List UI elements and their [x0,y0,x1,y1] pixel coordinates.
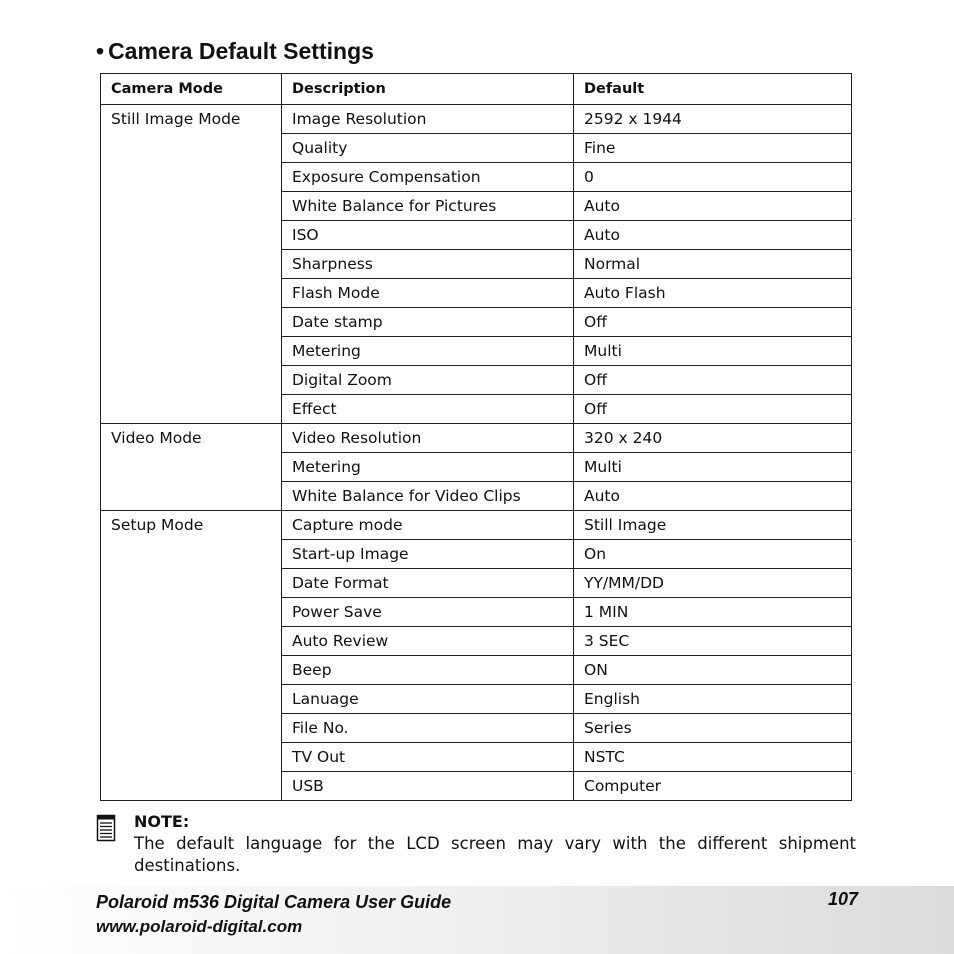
header-default: Default [574,74,852,105]
page-title [96,38,374,65]
default-value-cell: Off [574,395,852,424]
description-cell: White Balance for Pictures [282,192,574,221]
default-value-cell: Computer [574,772,852,801]
default-value-cell: 3 SEC [574,627,852,656]
footer-title: Polaroid m536 Digital Camera User Guide [96,892,452,912]
table-row [101,105,852,134]
description-cell: Capture mode [282,511,574,540]
description-cell: Beep [282,656,574,685]
default-value-cell: Multi [574,337,852,366]
note-label: NOTE: [134,812,190,831]
camera-mode-cell: Setup Mode [101,511,282,801]
description-cell: Digital Zoom [282,366,574,395]
description-cell: Metering [282,453,574,482]
description-cell: Start-up Image [282,540,574,569]
default-value-cell: Auto [574,221,852,250]
description-cell: Video Resolution [282,424,574,453]
default-value-cell: English [574,685,852,714]
camera-mode-cell: Video Mode [101,424,282,511]
default-settings-table [100,73,852,801]
description-cell: Exposure Compensation [282,163,574,192]
default-value-cell: Off [574,308,852,337]
default-value-cell: Fine [574,134,852,163]
description-cell: Sharpness [282,250,574,279]
footer-url: www.polaroid-digital.com [96,917,303,936]
table-row [101,511,852,540]
description-cell: Effect [282,395,574,424]
page-number: 107 [827,889,858,909]
default-value-cell: Auto [574,482,852,511]
description-cell: File No. [282,714,574,743]
page-footer [0,886,954,954]
default-value-cell: NSTC [574,743,852,772]
description-cell: Lanuage [282,685,574,714]
description-cell: White Balance for Video Clips [282,482,574,511]
description-cell: Power Save [282,598,574,627]
note-text: The default language for the LCD screen may vary with the different shipment destinations. [134,834,856,875]
default-value-cell: Multi [574,453,852,482]
description-cell: TV Out [282,743,574,772]
default-value-cell: Auto [574,192,852,221]
default-value-cell: Still Image [574,511,852,540]
page-title-text: Camera Default Settings [108,38,374,64]
description-cell: Image Resolution [282,105,574,134]
title-bullet: • [96,38,105,64]
default-value-cell: Normal [574,250,852,279]
description-cell: Quality [282,134,574,163]
description-cell: USB [282,772,574,801]
default-value-cell: 1 MIN [574,598,852,627]
default-value-cell: Series [574,714,852,743]
description-cell: Flash Mode [282,279,574,308]
description-cell: Date stamp [282,308,574,337]
default-value-cell: ON [574,656,852,685]
description-cell: Date Format [282,569,574,598]
default-value-cell: 320 x 240 [574,424,852,453]
table-header-row [101,74,852,105]
default-value-cell: Off [574,366,852,395]
table-row [101,424,852,453]
default-value-cell: 0 [574,163,852,192]
camera-mode-cell: Still Image Mode [101,105,282,424]
notepad-icon [96,814,116,842]
description-cell: Metering [282,337,574,366]
default-value-cell: YY/MM/DD [574,569,852,598]
description-cell: Auto Review [282,627,574,656]
default-value-cell: Auto Flash [574,279,852,308]
default-value-cell: 2592 x 1944 [574,105,852,134]
table-header [101,74,852,105]
table-body [101,105,852,801]
default-value-cell: On [574,540,852,569]
description-cell: ISO [282,221,574,250]
header-description: Description [282,74,574,105]
header-camera-mode: Camera Mode [101,74,282,105]
